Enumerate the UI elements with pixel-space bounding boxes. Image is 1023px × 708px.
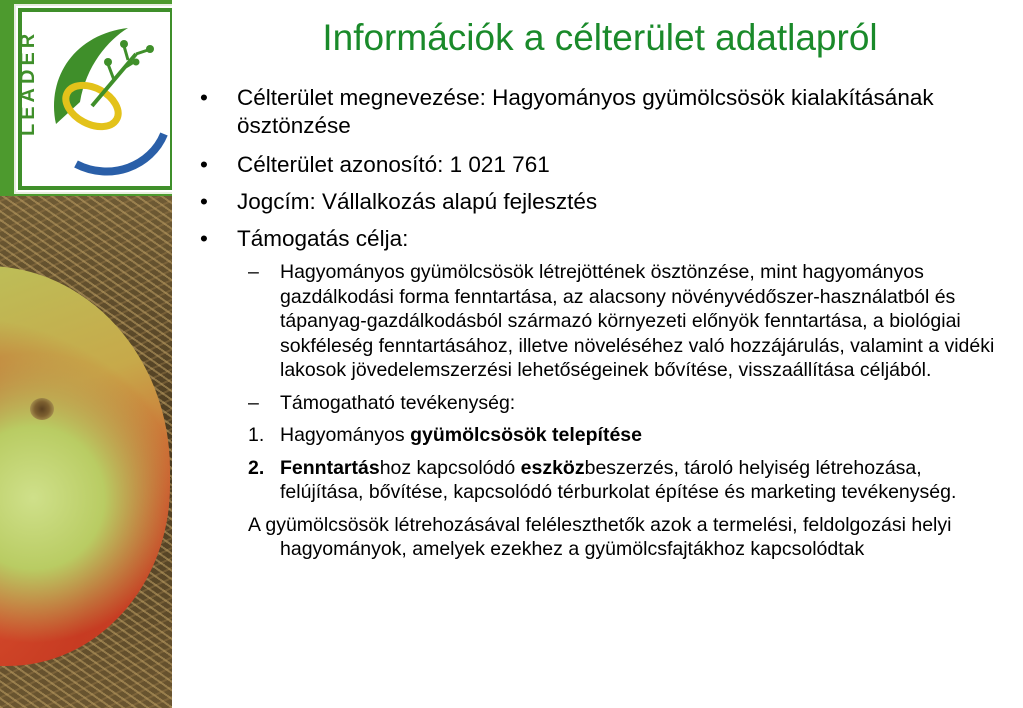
- side-decoration: [0, 0, 172, 708]
- bullet-mark: •: [200, 85, 208, 110]
- item-number: 1.: [248, 424, 265, 446]
- dash-mark: –: [248, 261, 259, 283]
- bullet-text: Célterület azonosító: 1 021 761: [237, 152, 550, 177]
- slide-content: [200, 84, 1005, 562]
- page-title: Információk a célterület adatlapról: [322, 17, 878, 58]
- svg-text:LEADER: LEADER: [17, 29, 39, 136]
- item-text-plain: beszerzés, tároló helyiség létrehozása, felújítása, bővítése, kapcsolódó térburkolat építése és marketing tevékenység.: [280, 456, 957, 503]
- bullet-item: [200, 84, 1005, 140]
- bullet-text: Célterület megnevezése: Hagyományos gyümölcsösök kialakításának ösztönzése: [237, 85, 934, 138]
- apple-photo: [0, 196, 172, 708]
- bullet-mark: •: [200, 226, 208, 251]
- bullet-text: Támogatás célja:: [237, 226, 409, 251]
- sub-item-text: Támogatható tevékenység:: [280, 391, 516, 414]
- item-text-bold: Fenntartás: [280, 456, 380, 479]
- item-number: 2.: [248, 456, 265, 479]
- numbered-item-2: [200, 456, 1005, 505]
- bullet-item: [200, 188, 1005, 216]
- bullet-text: Jogcím: Vállalkozás alapú fejlesztés: [237, 189, 598, 214]
- apple-image: [0, 266, 170, 666]
- item-text-plain: hoz kapcsolódó: [379, 456, 521, 479]
- sub-item-activity: [200, 391, 1005, 416]
- closing-paragraph: A gyümölcsösök létrehozásával feléleszthetők azok a termelési, feldolgozási helyi hagyományok, amelyek ezekhez a gyümölcsfajtákhoz kapcsolódtak: [248, 513, 952, 560]
- numbered-item-1: [200, 423, 1005, 448]
- bullet-mark: •: [200, 189, 208, 214]
- bullet-mark: •: [200, 152, 208, 177]
- leader-logo-graphic: [16, 6, 172, 192]
- bullet-item: [200, 225, 1005, 253]
- item-text-bold: gyümölcsösök telepítése: [410, 424, 642, 446]
- bullet-item: [200, 151, 1005, 179]
- sub-item-goal: [200, 260, 1005, 383]
- item-text-plain: Hagyományos: [280, 424, 411, 446]
- item-text-bold: eszköz: [520, 456, 585, 479]
- apple-stem: [30, 398, 54, 420]
- dash-mark: –: [248, 391, 259, 414]
- sub-item-text: Hagyományos gyümölcsösök létrejöttének ösztönzése, mint hagyományos gazdálkodási forma fenntartása, az alacsony növényvédőszer-használatból és tápanyag-gazdálkodásból származó környezeti előnyök fenntartása, a biológiai sokféleség fenntartásához, illetve növeléséhez való hozzájárulás, valamint a vidéki lakosok jövedelemszerzési lehetőségeinek bővítése, visszaállítása céljából.: [280, 261, 995, 381]
- leader-logo: [16, 6, 172, 192]
